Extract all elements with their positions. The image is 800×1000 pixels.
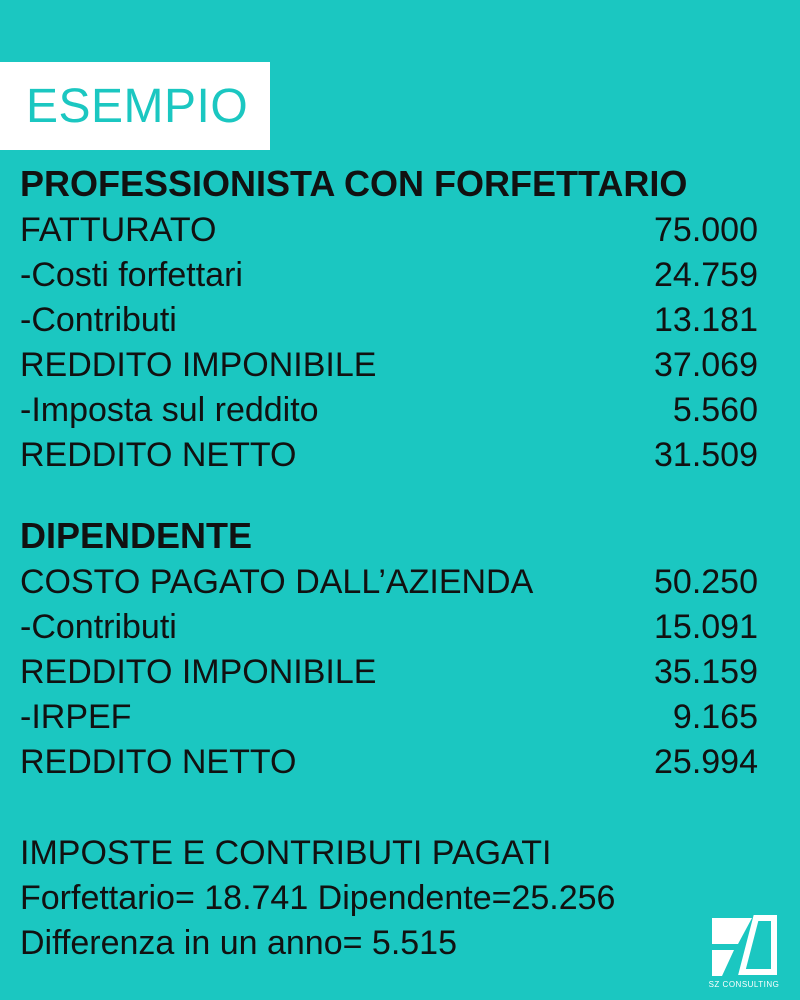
forfettario-row	[20, 298, 758, 343]
row-value: 9.165	[672, 698, 758, 736]
row-label: REDDITO IMPONIBILE	[20, 653, 377, 691]
dipendente-heading: DIPENDENTE	[20, 515, 253, 556]
dipendente-row	[20, 605, 758, 650]
row-value: 35.159	[654, 653, 758, 691]
forfettario-row	[20, 253, 758, 298]
example-badge-label: ESEMPIO	[26, 79, 249, 133]
row-label: -Contributi	[20, 608, 177, 646]
dipendente-row	[20, 740, 758, 785]
row-value: 37.069	[654, 346, 758, 384]
dipendente-row	[20, 650, 758, 695]
section-spacer	[20, 478, 758, 512]
forfettario-row	[20, 433, 758, 478]
row-value: 15.091	[654, 608, 758, 646]
row-label: -Costi forfettari	[20, 256, 243, 294]
summary-comparison: Forfettario= 18.741 Dipendente=25.256	[20, 879, 616, 917]
dipendente-row	[20, 695, 758, 740]
logo-text: SZ CONSULTING	[708, 980, 780, 989]
row-value: 75.000	[654, 211, 758, 249]
row-value: 24.759	[654, 256, 758, 294]
row-label: FATTURATO	[20, 211, 217, 249]
example-badge	[0, 62, 270, 150]
row-label: -Imposta sul reddito	[20, 391, 319, 429]
summary-difference: Differenza in un anno= 5.515	[20, 924, 457, 962]
row-label: REDDITO IMPONIBILE	[20, 346, 377, 384]
row-label: REDDITO NETTO	[20, 743, 297, 781]
forfettario-row	[20, 388, 758, 433]
row-label: REDDITO NETTO	[20, 436, 297, 474]
forfettario-row	[20, 208, 758, 253]
row-label: COSTO PAGATO DALL’AZIENDA	[20, 563, 534, 601]
row-value: 5.560	[672, 391, 758, 429]
row-label: -IRPEF	[20, 698, 132, 736]
summary-title: IMPOSTE E CONTRIBUTI PAGATI	[20, 834, 552, 872]
dipendente-row	[20, 560, 758, 605]
forfettario-row	[20, 343, 758, 388]
row-label: -Contributi	[20, 301, 177, 339]
forfettario-heading: PROFESSIONISTA CON FORFETTARIO	[20, 163, 688, 204]
section-spacer	[20, 785, 758, 831]
main-content	[20, 160, 758, 966]
row-value: 25.994	[654, 743, 758, 781]
row-value: 13.181	[654, 301, 758, 339]
row-value: 31.509	[654, 436, 758, 474]
row-value: 50.250	[654, 563, 758, 601]
